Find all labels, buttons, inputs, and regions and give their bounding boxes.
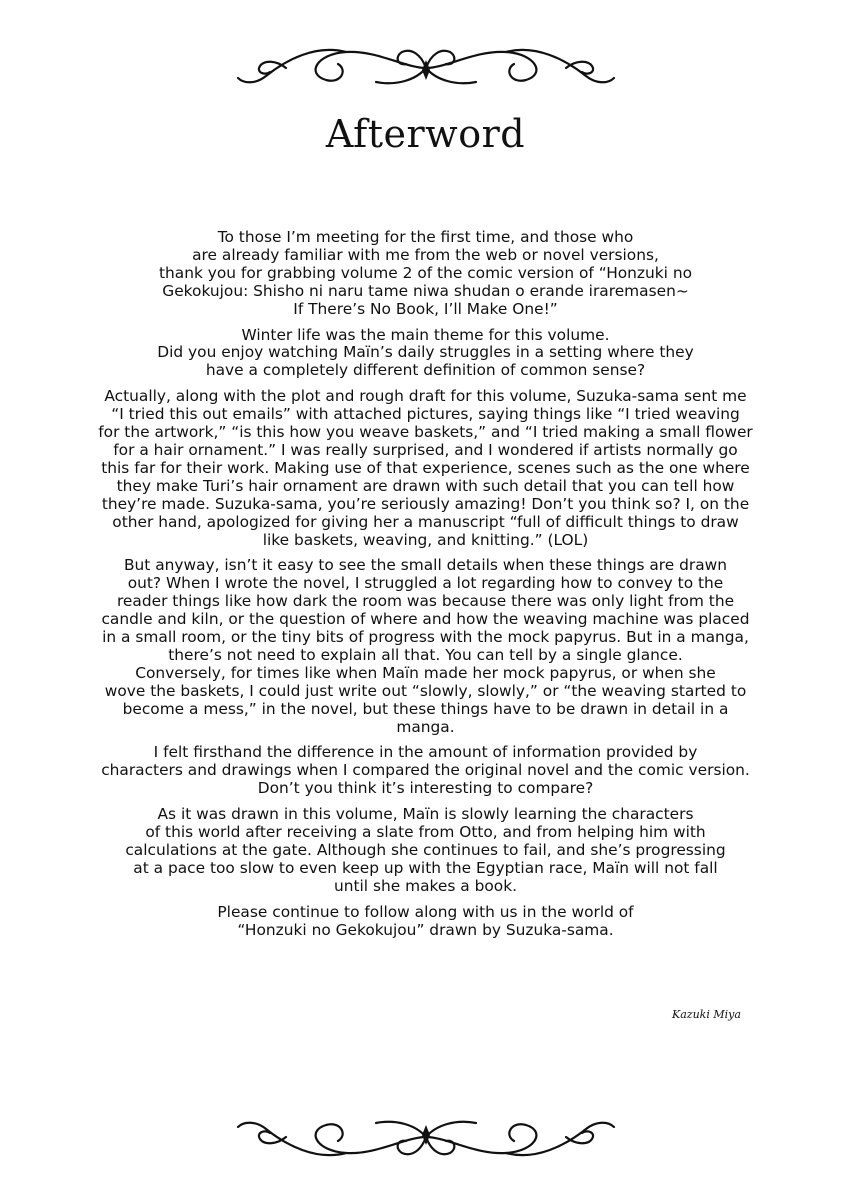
- text-line: this far for their work. Making use of that experience, scenes such as the one where: [101, 458, 750, 477]
- text-line: are already familiar with me from the web or novel versions,: [192, 245, 659, 264]
- text-line: To those I’m meeting for the first time, and those who: [217, 228, 634, 246]
- text-line: Did you enjoy watching Maïn’s daily struggles in a setting where they: [157, 343, 694, 362]
- text-line: Please continue to follow along with us in the world of: [217, 902, 634, 921]
- paragraph-comparison: [70, 744, 781, 798]
- author-signature: Kazuki Miya: [672, 1008, 741, 1021]
- text-line: Don’t you think it’s interesting to compare?: [257, 779, 594, 798]
- text-line: candle and kiln, or the question of where and how the weaving machine was placed: [101, 610, 750, 629]
- text-line: they make Turi’s hair ornament are drawn with such detail that you can tell how: [116, 476, 735, 495]
- text-line: thank you for grabbing volume 2 of the comic version of “Honzuki no: [158, 263, 693, 282]
- text-line: Gekokujou: Shisho ni naru tame niwa shudan o erande iraremasen~: [162, 281, 689, 300]
- text-line: manga.: [396, 717, 455, 736]
- paragraph-greeting: [70, 229, 781, 319]
- flourish-divider-icon: [226, 1105, 626, 1175]
- paragraph-artist-emails: [70, 388, 781, 549]
- page-title: Afterword: [325, 112, 526, 156]
- text-line: If There’s No Book, I’ll Make One!”: [293, 299, 558, 318]
- text-line: “I tried this out emails” with attached pictures, saying things like “I tried weaving: [111, 405, 740, 424]
- bottom-ornament: [0, 1105, 851, 1175]
- flourish-divider-icon: [226, 30, 626, 100]
- text-line: Conversely, for times like when Maïn made her mock papyrus, or when she: [135, 663, 716, 682]
- text-line: become a mess,” in the novel, but these things have to be drawn in detail in a: [122, 699, 729, 718]
- text-line: of this world after receiving a slate from Otto, and from helping him with: [145, 823, 706, 842]
- text-line: But anyway, isn’t it easy to see the small details when these things are drawn: [123, 556, 728, 575]
- text-line: I felt firsthand the difference in the amount of information provided by: [153, 743, 698, 762]
- top-ornament: [0, 30, 851, 100]
- paragraph-learning: [70, 806, 781, 896]
- text-line: calculations at the gate. Although she continues to fail, and she’s progressing: [125, 841, 726, 859]
- text-line: at a pace too slow to even keep up with the Egyptian race, Maïn will not fall: [133, 858, 718, 877]
- text-line: for the artwork,” “is this how you weave baskets,” and “I tried making a small flower: [98, 423, 753, 442]
- text-line: they’re made. Suzuka-sama, you’re seriously amazing! Don’t you think so? I, on the: [101, 494, 750, 513]
- text-line: “Honzuki no Gekokujou” drawn by Suzuka-sama.: [237, 920, 614, 939]
- text-line: in a small room, or the tiny bits of progress with the mock papyrus. But in a manga,: [102, 628, 749, 647]
- paragraph-theme: [70, 327, 781, 381]
- text-line: for a hair ornament.” I was really surprised, and I wondered if artists normally go: [113, 440, 738, 459]
- text-line: Actually, along with the plot and rough draft for this volume, Suzuka-sama sent me: [104, 387, 747, 406]
- text-line: As it was drawn in this volume, Maïn is slowly learning the characters: [157, 805, 694, 824]
- paragraph-closing: [70, 904, 781, 940]
- text-line: have a completely different definition of common sense?: [205, 361, 646, 380]
- paragraph-details: [70, 557, 781, 736]
- afterword-body: [70, 229, 781, 948]
- text-line: wove the baskets, I could just write out “slowly, slowly,” or “the weaving started to: [104, 681, 747, 700]
- text-line: until she makes a book.: [333, 876, 518, 895]
- text-line: other hand, apologized for giving her a manuscript “full of difficult things to draw: [112, 512, 739, 531]
- text-line: like baskets, weaving, and knitting.” (LOL): [262, 530, 589, 549]
- text-line: out? When I wrote the novel, I struggled a lot regarding how to convey to the: [127, 574, 724, 593]
- text-line: there’s not need to explain all that. You can tell by a single glance.: [168, 645, 683, 664]
- text-line: Winter life was the main theme for this volume.: [241, 325, 610, 344]
- text-line: reader things like how dark the room was because there was only light from the: [116, 592, 735, 611]
- text-line: characters and drawings when I compared the original novel and the comic version.: [101, 761, 750, 780]
